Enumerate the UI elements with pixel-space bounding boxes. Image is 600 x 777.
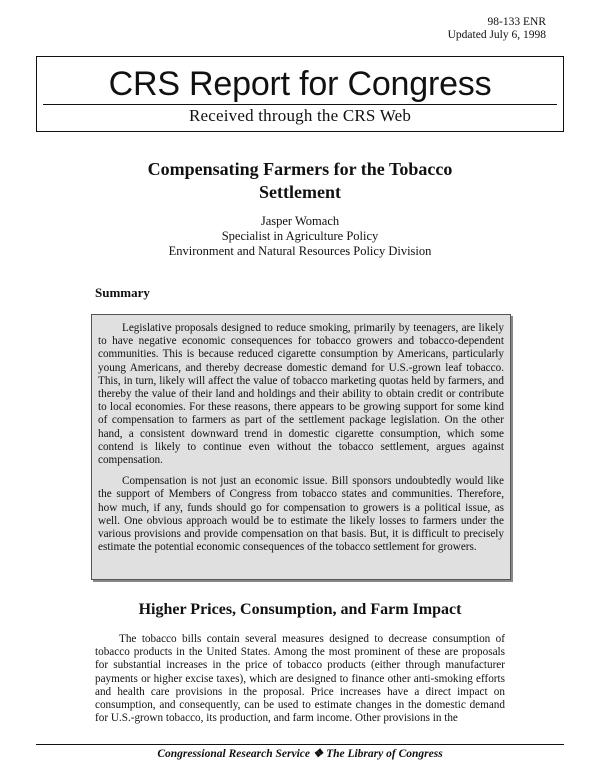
author-division: Environment and Natural Resources Policy Division (168, 244, 432, 258)
masthead (36, 56, 564, 132)
footer-divider (36, 744, 564, 745)
author-name: Jasper Womach (260, 214, 340, 228)
section-heading: Higher Prices, Consumption, and Farm Impact (138, 601, 462, 618)
body-text (95, 633, 505, 725)
body-paragraph: The tobacco bills contain several measures designed to decrease consumption of tobacco products in the United States. Among the most prominent of these are proposals for substantial increases in the price of tobacco products (either through manufacturer payments or higher excise taxes), which are designed to finance other anti-smoking efforts and health care provisions in the proposal. Price increases have a direct impact on consumption, and consequently, can be used to estimate changes in the domestic demand for U.S.-grown tobacco, its production, and farm income. Other provisions in the (95, 633, 505, 725)
masthead-title: CRS Report for Congress (108, 65, 492, 103)
summary-paragraph: Compensation is not just an economic issue. Bill sponsors undoubtedly would like the support of Members of Congress from tobacco states and communities. Therefore, how much, if any, funds should go for compensation to growers is a political issue, as well. One obvious approach would be to estimate the likely losses to farmers under the various provisions and provide compensation on that basis. But, it is difficult to precisely estimate the potential economic consequences of the tobacco settlement for growers. (98, 475, 504, 554)
summary-paragraph: Legislative proposals designed to reduce smoking, primarily by teenagers, are likely to have negative economic consequences for tobacco growers and tobacco-dependent communities. This is because reduced cigarette consumption by Americans, particularly young Americans, and thereby decrease domestic demand for U.S.-grown leaf tobacco. This, in turn, likely will affect the value of tobacco marketing quotas held by farmers, and thereby the value of their land and holdings and their ability to obtain credit or contribute to local economies. For these reasons, there appears to be growing support for some kind of compensation to farmers as part of the settlement package legislation. On the other hand, a consistent downward trend in domestic cigarette consumption, which some contend is likely to continue even without the tobacco settlement, argues against compensation. (98, 322, 504, 467)
masthead-divider (43, 104, 557, 105)
summary-box (91, 314, 511, 580)
updated-date: Updated July 6, 1998 (447, 29, 546, 41)
report-identifier (448, 16, 546, 42)
summary-heading: Summary (95, 285, 150, 300)
masthead-subtitle: Received through the CRS Web (188, 106, 412, 125)
report-number: 98-133 ENR (487, 16, 546, 28)
footer: Congressional Research Service ❖ The Library of Congress (157, 748, 443, 760)
document-title: Compensating Farmers for the Tobacco Settlement (147, 159, 453, 202)
author-position: Specialist in Agriculture Policy (221, 229, 379, 243)
author-block (100, 214, 500, 259)
